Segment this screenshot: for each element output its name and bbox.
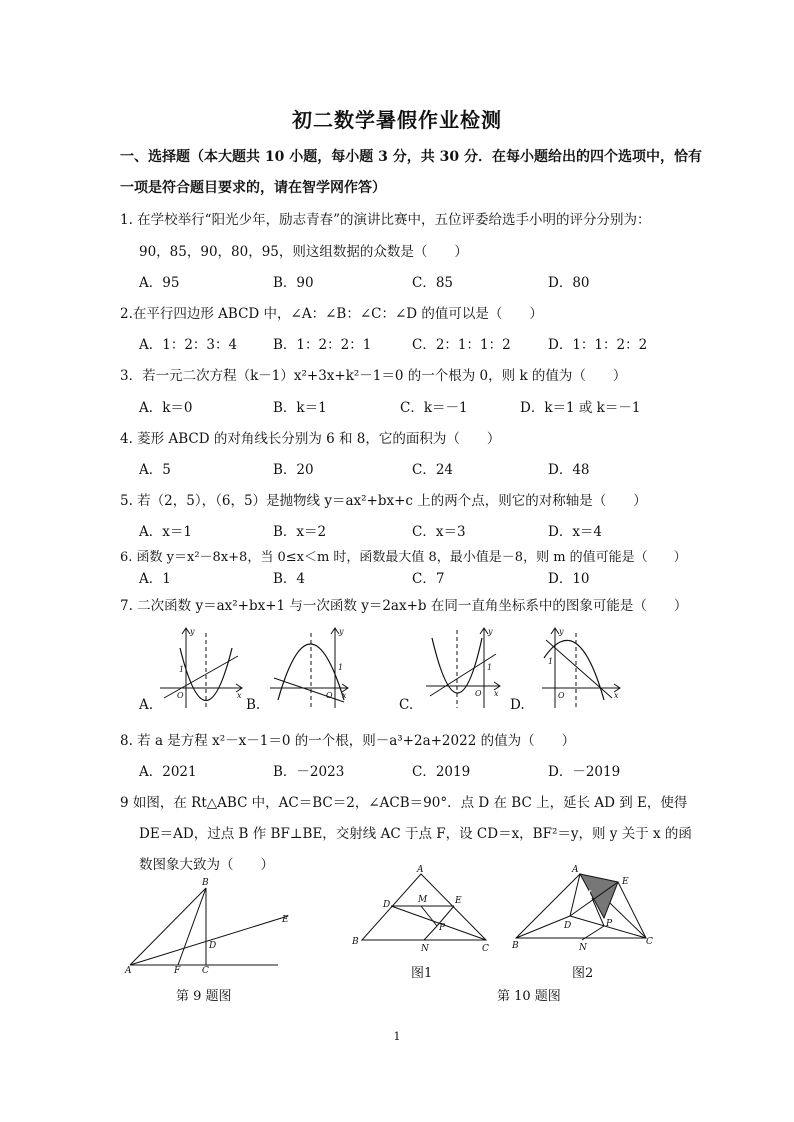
q6-option-a: A．1 [139,571,171,587]
q5-option-b: B．x＝2 [273,524,327,540]
fig9-point-a: A [125,966,132,976]
q6-option-c: C．7 [412,571,445,587]
q3-option-d: D．k＝1 或 k＝－1 [520,400,641,416]
q2-option-b: B．1：2：2：1 [273,337,372,353]
q7a-origin: O [177,691,184,700]
page-title: 初二数学暑假作业检测 [292,108,502,132]
q7b-origin: O [326,691,333,700]
q1-option-d: D．80 [548,275,590,291]
fig9-point-c: C [202,966,209,976]
q1-option-b: B．90 [273,275,314,291]
fig10-caption: 第 10 题图 [497,989,561,1004]
fig10-2-point-p: P [606,919,613,929]
fig10-1-point-c: C [482,944,489,952]
q5-option-c: C．x＝3 [412,524,466,540]
fig10-1-point-n: N [421,944,429,952]
q1-option-c: C．85 [412,275,454,291]
fig10-1-point-b: B [352,937,359,947]
q3-stem: 3．若一元二次方程（k－1）x²+3x+k²－1＝0 的一个根为 0，则 k 的值为（ ） [120,368,627,384]
q7b-axis-x: x [342,691,347,700]
q4-option-d: D．48 [548,462,590,478]
fig10-1-point-m: M [418,895,428,905]
figure-q9 [120,872,290,977]
q7a-axis-x: x [237,691,242,700]
q7-stem: 7. 二次函数 y＝ax²+bx+1 与一次函数 y＝2ax+b 在同一直角坐标系中的图象可能是（ ） [120,598,688,614]
q7b-axis-y: y [339,627,344,636]
q9-stem-line2: DE＝AD，过点 B 作 BF⊥BE，交射线 AC 于点 F，设 CD＝x，BF²＝y，则 y 关于 x 的函 [139,826,692,842]
q4-option-b: B．20 [273,462,314,478]
q9-stem-line3: 数图象大致为（ ） [139,857,274,873]
q8-option-c: C．2019 [412,764,471,780]
q7a-axis-y: y [190,627,195,636]
fig10-1-point-p: P [439,923,446,933]
fig10-1-point-a: A [417,865,424,875]
fig9-point-d: D [209,941,217,951]
section-heading-line2: 一项是符合题目要求的，请在智学网作答） [120,180,386,196]
q1-stem-line2: 90，85，90，80，95，则这组数据的众数是（ ） [139,244,468,260]
fig10-2-caption: 图2 [572,966,594,981]
fig10-2-point-m: M [582,890,592,900]
q3-option-b: B．k＝1 [273,400,327,416]
figure-q10-2 [506,860,656,952]
fig10-1-point-e: E [455,896,462,906]
q7d-axis-y: y [559,627,564,636]
fig9-point-f: F [174,966,181,976]
q7a-one: 1 [179,665,185,674]
fig10-1-caption: 图1 [411,966,433,981]
fig10-2-point-c: C [646,937,653,947]
q7d-one: 1 [548,657,554,666]
q7d-axis-x: x [614,691,619,700]
q5-stem: 5. 若（2，5），（6，5）是抛物线 y＝ax²+bx+c 上的两个点，则它的对称轴是（ ） [120,493,647,509]
q7-option-b: B. [246,697,261,713]
q7c-axis-x: x [494,689,499,698]
q7-graph-b [270,628,348,708]
fig10-1-point-d: D [383,900,391,910]
figure-q10-1 [346,862,496,952]
section-heading-line1: 一、选择题（本大题共 10 小题，每小题 3 分，共 30 分．在每小题给出的四个选项中，恰有 [120,149,702,165]
q7-graph-options [130,618,650,716]
fig10-2-point-d: D [564,921,572,931]
q7c-one: 1 [487,663,493,672]
q2-stem: 2.在平行四边形 ABCD 中，∠A：∠B：∠C：∠D 的值可以是（ ） [120,306,543,322]
fig10-2-point-b: B [512,941,519,951]
q2-option-a: A．1：2：3：4 [139,337,238,353]
q4-option-a: A．5 [139,462,171,478]
q1-option-a: A．95 [139,275,180,291]
q6-option-d: D．10 [548,571,590,587]
q5-option-d: D．x＝4 [548,524,603,540]
q2-option-d: D．1：1：2：2 [548,337,648,353]
q3-option-a: A．k＝0 [139,400,193,416]
q7d-origin: O [558,691,565,700]
fig9-point-b: B [202,878,209,888]
q7-graph-d [542,628,620,708]
q8-option-a: A．2021 [139,764,197,780]
fig9-point-e: E [282,915,289,925]
q5-option-a: A．x＝1 [139,524,192,540]
fig10-2-point-a: A [572,865,579,875]
q6-stem: 6. 函数 y＝x²－8x+8，当 0≤x＜m 时，函数最大值 8，最小值是－8，则 m 的值可能是（ ） [120,550,687,565]
page-number: 1 [393,1030,401,1043]
q6-option-b: B．4 [273,571,306,587]
q7-option-c: C. [399,697,414,713]
q9-stem-line1: 9 如图，在 Rt△ABC 中，AC＝BC＝2，∠ACB＝90°．点 D 在 BC 上，延长 AD 到 E，使得 [120,795,688,811]
q1-stem-line1: 1. 在学校举行“阳光少年，励志青春”的演讲比赛中，五位评委给选手小明的评分分别为： [120,212,651,228]
q7-option-a: A. [139,697,154,713]
q4-option-c: C．24 [412,462,454,478]
q3-option-c: C．k＝－1 [400,400,468,416]
q4-stem: 4. 菱形 ABCD 的对角线长分别为 6 和 8，它的面积为（ ） [120,431,501,447]
q2-option-c: C．2：1：1：2 [412,337,511,353]
q7b-one: 1 [338,663,344,672]
q8-option-d: D．－2019 [548,764,621,780]
q7c-origin: O [475,689,482,698]
q7-option-d: D. [510,697,525,713]
q8-option-b: B．－2023 [273,764,345,780]
fig10-2-point-n: N [579,943,587,952]
q8-stem: 8. 若 a 是方程 x²－x－1＝0 的一个根，则－a³+2a+2022 的值为（ ） [120,733,576,749]
fig9-caption: 第 9 题图 [176,989,232,1004]
q7c-axis-y: y [488,627,493,636]
q7-graph-a [160,628,242,708]
fig10-2-point-e: E [622,877,629,887]
